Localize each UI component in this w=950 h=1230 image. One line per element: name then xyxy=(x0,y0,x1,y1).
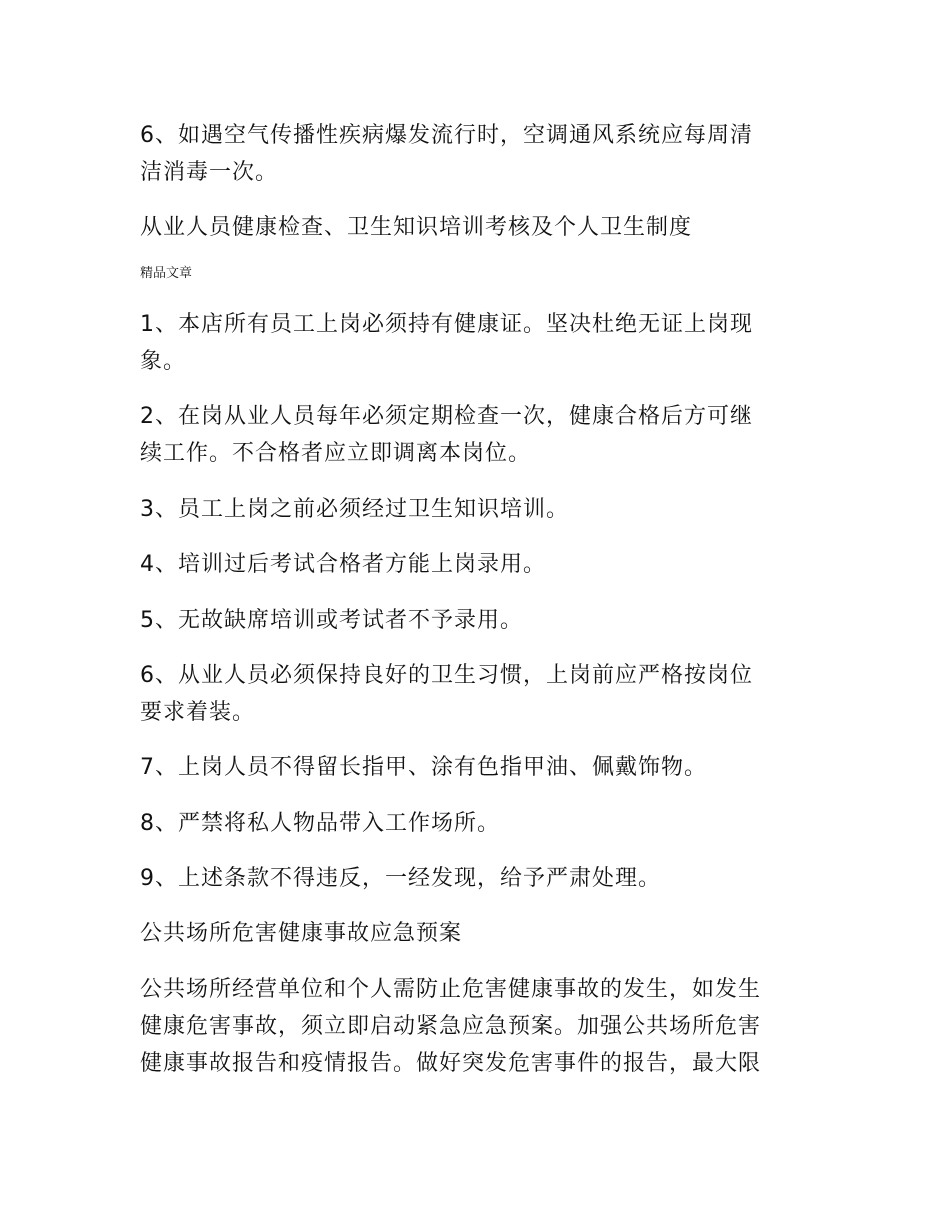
text-line: 7、上岗人员不得留长指甲、涂有色指甲油、佩戴饰物。 xyxy=(140,755,707,780)
text-line: 象。 xyxy=(140,349,187,374)
list-item xyxy=(140,749,810,786)
text-line: 6、从业人员必须保持良好的卫生习惯，上岗前应严格按岗位 xyxy=(140,663,753,688)
list-item xyxy=(140,657,810,731)
text-line: 1、本店所有员工上岗必须持有健康证。坚决杜绝无证上岗现 xyxy=(140,312,753,337)
section-title-emergency-plan xyxy=(140,915,810,952)
text-line: 6、如遇空气传播性疾病爆发流行时，空调通风系统应每周清 xyxy=(140,123,753,148)
list-item xyxy=(140,398,810,472)
text-line: 健康事故报告和疫情报告。做好突发危害事件的报告，最大限 xyxy=(140,1051,762,1076)
text-line: 洁消毒一次。 xyxy=(140,160,279,185)
text-line: 要求着装。 xyxy=(140,700,256,725)
item-6-previous xyxy=(140,117,810,191)
paragraph xyxy=(140,971,810,1082)
section-title: 公共场所危害健康事故应急预案 xyxy=(140,921,463,946)
text-line: 续工作。不合格者应立即调离本岗位。 xyxy=(140,441,532,466)
text-line: 2、在岗从业人员每年必须定期检查一次，健康合格后方可继 xyxy=(140,404,753,429)
list-item xyxy=(140,491,810,528)
text-line: 3、员工上岗之前必须经过卫生知识培训。 xyxy=(140,497,569,522)
text-line: 8、严禁将私人物品带入工作场所。 xyxy=(140,811,500,836)
list-item xyxy=(140,546,810,583)
section-title: 从业人员健康检查、卫生知识培训考核及个人卫生制度 xyxy=(140,215,693,240)
watermark-label: 精品文章 xyxy=(140,266,193,281)
text-line: 9、上述条款不得违反，一经发现，给予严肃处理。 xyxy=(140,866,661,891)
text-line: 公共场所经营单位和个人需防止危害健康事故的发生，如发生 xyxy=(140,977,762,1002)
text-line: 5、无故缺席培训或考试者不予录用。 xyxy=(140,608,523,633)
section-title-health-check xyxy=(140,209,810,246)
text-line: 健康危害事故，须立即启动紧急应急预案。加强公共场所危害 xyxy=(140,1014,762,1039)
list-item xyxy=(140,860,810,897)
list-item xyxy=(140,306,810,380)
list-item xyxy=(140,805,810,842)
text-line: 4、培训过后考试合格者方能上岗录用。 xyxy=(140,552,546,577)
list-item xyxy=(140,602,810,639)
